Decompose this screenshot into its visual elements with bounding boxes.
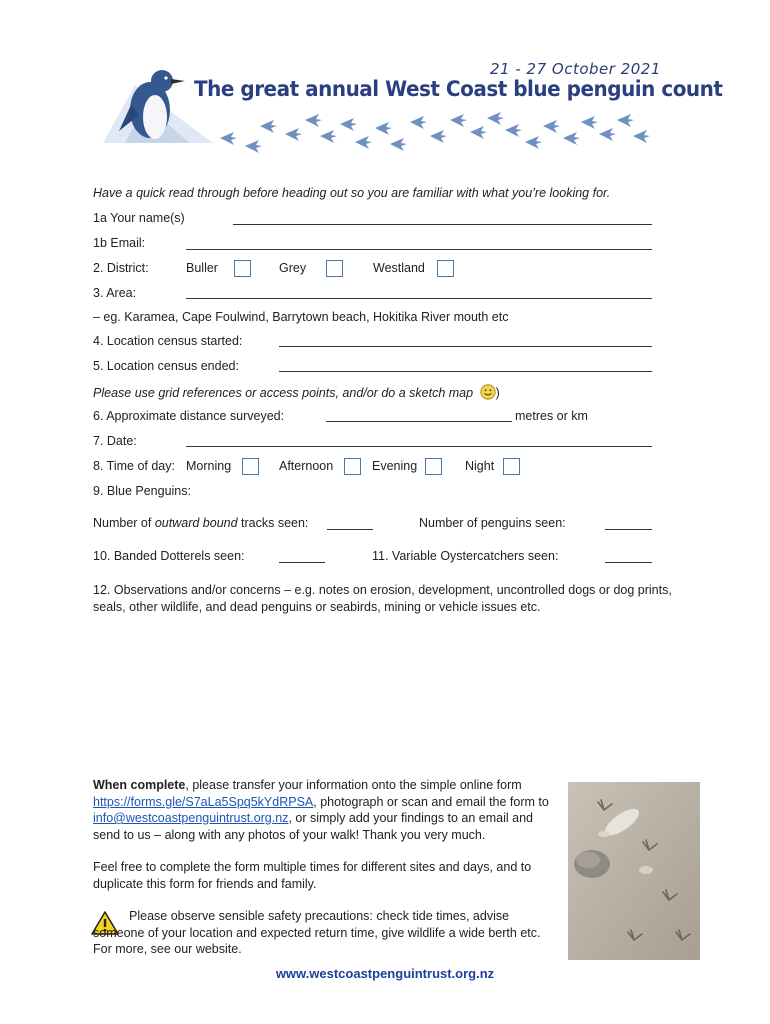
time-option-afternoon: Afternoon [279,459,334,473]
names-field[interactable] [233,224,652,225]
sand-footprints-photo [568,782,700,960]
completion-text2: , photograph or scan and email the form to [313,794,549,809]
grid-note [93,384,500,400]
completion-lead: When complete [93,778,186,792]
penguins-label: 9. Blue Penguins: [93,484,191,498]
dotterels-field[interactable] [279,562,325,563]
district-westland-checkbox[interactable] [437,260,454,277]
time-afternoon-checkbox[interactable] [344,458,361,475]
observations-area[interactable] [93,620,653,770]
census-started-field[interactable] [279,346,652,347]
area-label: 3. Area: [93,286,137,300]
distance-field[interactable] [326,421,512,422]
area-field[interactable] [186,298,652,299]
time-evening-checkbox[interactable] [425,458,442,475]
census-started-label: 4. Location census started: [93,334,243,348]
email-label: 1b Email: [93,236,146,250]
page-title: The great annual West Coast blue penguin count [194,77,723,101]
oystercatchers-label: 11. Variable Oystercatchers seen: [372,549,559,563]
district-label: 2. District: [93,261,149,275]
time-option-night: Night [465,459,495,473]
time-option-evening: Evening [372,459,418,473]
completion-text3: , or simply add your findings to an email and send to us – along with any photos of your walk! Thank you very much. [93,811,534,842]
observations-label: 12. Observations and/or concerns – e.g. notes on erosion, development, uncontrolled dogs or dog prints, seals, other wildlife, and dead penguins or seabirds, mining or vehicle issues etc. [93,583,672,614]
district-option-westland: Westland [373,261,425,275]
penguins-seen-label: Number of penguins seen: [419,516,566,530]
footer-website-link[interactable]: www.westcoastpenguintrust.org.nz [275,966,495,981]
online-form-link[interactable]: https://forms.gle/S7aLa5Spq5kYdRPSA [93,794,314,809]
district-option-grey: Grey [279,261,307,275]
intro-text: Have a quick read through before heading out so you are familiar with what you’re looking for. [93,186,611,200]
distance-label: 6. Approximate distance surveyed: [93,409,285,423]
time-morning-checkbox[interactable] [242,458,259,475]
time-label: 8. Time of day: [93,459,175,473]
census-ended-field[interactable] [279,371,652,372]
district-option-buller: Buller [186,261,218,275]
distance-unit: metres or km [515,409,588,423]
tracks-italic: outward bound [154,516,238,530]
completion-text1: , please transfer your information onto the simple online form [185,778,522,792]
date-field[interactable] [186,446,652,447]
email-field[interactable] [186,249,652,250]
names-label: 1a Your name(s) [93,211,185,225]
grid-note-close: ) [495,386,500,400]
census-ended-label: 5. Location census ended: [93,359,239,373]
grid-note-text: Please use grid references or access points, and/or do a sketch map [93,386,474,400]
repeat-note: Feel free to complete the form multiple times for different sites and days, and to duplicate this form for friends and family. [93,860,532,891]
smiley-icon [480,384,496,400]
tracks-label [93,516,308,530]
tracks-prefix: Number of [93,516,155,530]
oystercatchers-field[interactable] [605,562,652,563]
count-date-range: 21 - 27 October 2021 [490,60,661,78]
district-buller-checkbox[interactable] [234,260,251,277]
time-night-checkbox[interactable] [503,458,520,475]
safety-note: Please observe sensible safety precautions: check tide times, advise someone of your location and expected return time, give wildlife a wide berth etc. For more, see our website. [93,909,541,956]
dotterels-label: 10. Banded Dotterels seen: [93,549,245,563]
tracks-suffix: tracks seen: [237,516,309,530]
penguins-seen-field[interactable] [605,529,652,530]
email-link[interactable]: info@westcoastpenguintrust.org.nz [93,811,289,825]
tracks-field[interactable] [327,529,373,530]
district-grey-checkbox[interactable] [326,260,343,277]
completion-paragraph [93,777,555,843]
area-hint: – eg. Karamea, Cape Foulwind, Barrytown beach, Hokitika River mouth etc [93,310,509,324]
date-label: 7. Date: [93,434,137,448]
time-option-morning: Morning [186,459,232,473]
penguin-footprints [215,108,655,153]
